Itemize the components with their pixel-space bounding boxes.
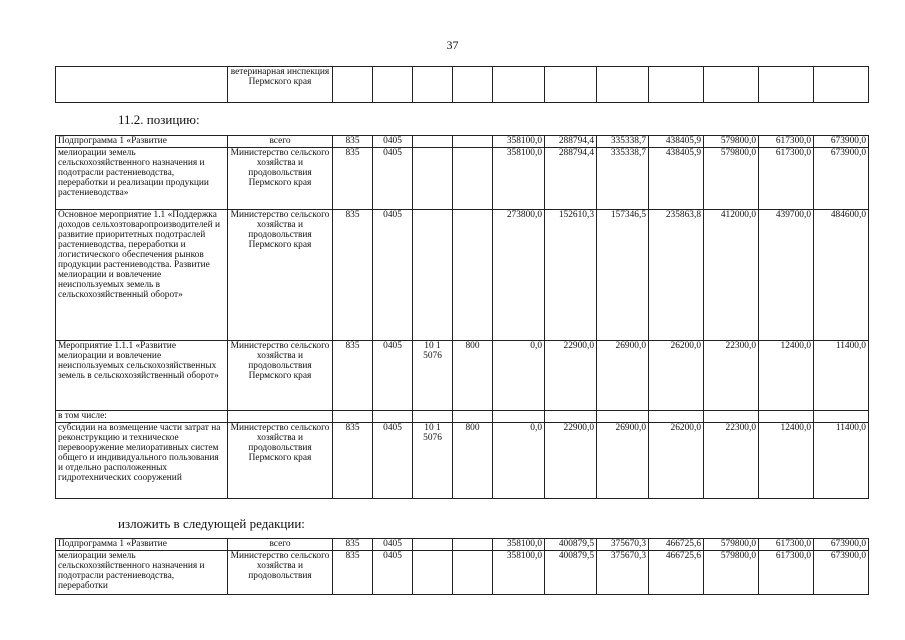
table-row bbox=[56, 411, 869, 423]
cell-rzpr: 0405 bbox=[373, 341, 413, 411]
cell-rzpr: 0405 bbox=[373, 210, 413, 341]
cell-empty bbox=[333, 67, 373, 103]
cell-value: 358100,0 bbox=[493, 148, 545, 210]
cell-empty bbox=[453, 67, 493, 103]
cell-value: 673900,0 bbox=[814, 539, 869, 551]
cell-grbs: 835 bbox=[333, 136, 373, 148]
cell-empty bbox=[373, 67, 413, 103]
cell-name: в том числе: bbox=[56, 411, 228, 423]
cell-value: 157346,5 bbox=[597, 210, 649, 341]
cell-vr bbox=[453, 148, 493, 210]
cell-value: 288794,4 bbox=[545, 136, 597, 148]
cell-rzpr: 0405 bbox=[373, 539, 413, 551]
table-row bbox=[56, 136, 869, 148]
cell-executor: Министерство сельского хозяйства и продовольствия bbox=[228, 551, 333, 595]
cell-executor: всего bbox=[228, 136, 333, 148]
cell-value: 26200,0 bbox=[649, 341, 704, 411]
cell-value: 617300,0 bbox=[759, 136, 814, 148]
cell-value bbox=[545, 411, 597, 423]
cell-name: Мероприятие 1.1.1 «Развитие мелиорации и вовлечение неиспользуемых сельскохозяйственных земель в сельскохозяйственный оборот» bbox=[56, 341, 228, 411]
cell-vr bbox=[453, 551, 493, 595]
table-row bbox=[56, 539, 869, 551]
cell-value: 412000,0 bbox=[704, 210, 759, 341]
cell-value: 438405,9 bbox=[649, 136, 704, 148]
top-table bbox=[55, 66, 869, 103]
cell-value: 438405,9 bbox=[649, 148, 704, 210]
cell-value: 22300,0 bbox=[704, 341, 759, 411]
cell-vr bbox=[453, 136, 493, 148]
cell-value: 579800,0 bbox=[704, 551, 759, 595]
cell-rzpr: 0405 bbox=[373, 551, 413, 595]
cell-value: 673900,0 bbox=[814, 551, 869, 595]
cell-value: 22900,0 bbox=[545, 341, 597, 411]
cell-grbs: 835 bbox=[333, 148, 373, 210]
cell-vr bbox=[453, 411, 493, 423]
cell-value: 0,0 bbox=[493, 423, 545, 499]
cell-value: 673900,0 bbox=[814, 148, 869, 210]
cell-value: 273800,0 bbox=[493, 210, 545, 341]
cell-value: 335338,7 bbox=[597, 148, 649, 210]
cell-empty bbox=[493, 67, 545, 103]
cell-executor: Министерство сельского хозяйства и продовольствия Пермского края bbox=[228, 210, 333, 341]
cell-value: 26900,0 bbox=[597, 423, 649, 499]
cell-value bbox=[649, 411, 704, 423]
cell-empty bbox=[413, 67, 453, 103]
cell-value: 375670,3 bbox=[597, 539, 649, 551]
cell-value: 26200,0 bbox=[649, 423, 704, 499]
cell-value: 12400,0 bbox=[759, 423, 814, 499]
main-table bbox=[55, 135, 869, 499]
cell-value: 26900,0 bbox=[597, 341, 649, 411]
cell-name: мелиорации земель сельскохозяйственного назначения и подотрасли растениеводства, переработки bbox=[56, 551, 228, 595]
cell-value: 617300,0 bbox=[759, 551, 814, 595]
cell-csr bbox=[413, 136, 453, 148]
cell-vr: 800 bbox=[453, 423, 493, 499]
table-row bbox=[56, 551, 869, 595]
cell-executor: ветеринарная инспекция Пермского края bbox=[228, 67, 333, 103]
cell-value: 22300,0 bbox=[704, 423, 759, 499]
cell-executor bbox=[228, 411, 333, 423]
cell-empty bbox=[597, 67, 649, 103]
cell-value: 400879,5 bbox=[545, 539, 597, 551]
cell-value: 358100,0 bbox=[493, 551, 545, 595]
cell-name: субсидии на возмещение части затрат на реконструкцию и техническое перевооружение мелиоративных систем общего и индивидуального пользования и отдельно расположенных гидротехнических сооружений bbox=[56, 423, 228, 499]
cell-vr: 800 bbox=[453, 341, 493, 411]
cell-csr bbox=[413, 411, 453, 423]
cell-value: 400879,5 bbox=[545, 551, 597, 595]
cell-value bbox=[704, 411, 759, 423]
cell-empty bbox=[649, 67, 704, 103]
cell-grbs: 835 bbox=[333, 551, 373, 595]
table-row bbox=[56, 423, 869, 499]
cell-vr bbox=[453, 539, 493, 551]
cell-value: 152610,3 bbox=[545, 210, 597, 341]
cell-grbs: 835 bbox=[333, 423, 373, 499]
table-row bbox=[56, 341, 869, 411]
cell-value: 375670,3 bbox=[597, 551, 649, 595]
cell-value: 617300,0 bbox=[759, 539, 814, 551]
cell-empty bbox=[814, 67, 869, 103]
cell-name: Подпрограмма 1 «Развитие bbox=[56, 539, 228, 551]
table-row bbox=[56, 210, 869, 341]
cell-grbs: 835 bbox=[333, 210, 373, 341]
cell-value: 673900,0 bbox=[814, 136, 869, 148]
cell-value: 358100,0 bbox=[493, 136, 545, 148]
page-number: 37 bbox=[446, 38, 459, 52]
table-row bbox=[56, 67, 869, 103]
cell-value: 22900,0 bbox=[545, 423, 597, 499]
cell-value bbox=[493, 411, 545, 423]
cell-value bbox=[597, 411, 649, 423]
cell-csr bbox=[413, 551, 453, 595]
cell-executor: Министерство сельского хозяйства и продовольствия Пермского края bbox=[228, 148, 333, 210]
cell-value: 439700,0 bbox=[759, 210, 814, 341]
cell-grbs: 835 bbox=[333, 539, 373, 551]
cell-rzpr: 0405 bbox=[373, 148, 413, 210]
cell-value bbox=[814, 411, 869, 423]
cell-value: 11400,0 bbox=[814, 341, 869, 411]
cell-value: 466725,6 bbox=[649, 539, 704, 551]
cell-name: Основное мероприятие 1.1 «Поддержка доходов сельхозтоваропроизводителей и развитие приоритетных подотраслей растениеводства, переработки и логистического обеспечения рынков продукции растениеводства. Развитие мелиорации и вовлечение неиспользуемых земель в сельскохозяйственный оборот» bbox=[56, 210, 228, 341]
cell-value: 11400,0 bbox=[814, 423, 869, 499]
cell-executor: Министерство сельского хозяйства и продовольствия Пермского края bbox=[228, 341, 333, 411]
cell-grbs bbox=[333, 411, 373, 423]
cell-value: 484600,0 bbox=[814, 210, 869, 341]
cell-csr bbox=[413, 539, 453, 551]
cell-name bbox=[56, 67, 228, 103]
cell-value: 579800,0 bbox=[704, 136, 759, 148]
cell-csr bbox=[413, 148, 453, 210]
cell-value: 579800,0 bbox=[704, 148, 759, 210]
cell-empty bbox=[545, 67, 597, 103]
cell-value: 12400,0 bbox=[759, 341, 814, 411]
cell-name: мелиорации земель сельскохозяйственного назначения и подотрасли растениеводства, переработки и реализации продукции растениеводства» bbox=[56, 148, 228, 210]
cell-executor: Министерство сельского хозяйства и продовольствия Пермского края bbox=[228, 423, 333, 499]
table-row bbox=[56, 148, 869, 210]
cell-value: 335338,7 bbox=[597, 136, 649, 148]
cell-value: 0,0 bbox=[493, 341, 545, 411]
cell-rzpr bbox=[373, 411, 413, 423]
section-heading: изложить в следующей редакции: bbox=[118, 516, 305, 531]
cell-empty bbox=[759, 67, 814, 103]
cell-rzpr: 0405 bbox=[373, 136, 413, 148]
cell-value: 617300,0 bbox=[759, 148, 814, 210]
cell-grbs: 835 bbox=[333, 341, 373, 411]
cell-empty bbox=[704, 67, 759, 103]
cell-executor: всего bbox=[228, 539, 333, 551]
cell-value: 358100,0 bbox=[493, 539, 545, 551]
section-heading: 11.2. позицию: bbox=[118, 112, 200, 127]
cell-csr bbox=[413, 210, 453, 341]
cell-value: 466725,6 bbox=[649, 551, 704, 595]
cell-value: 235863,8 bbox=[649, 210, 704, 341]
cell-rzpr: 0405 bbox=[373, 423, 413, 499]
cell-csr: 10 1 5076 bbox=[413, 341, 453, 411]
cell-value bbox=[759, 411, 814, 423]
cell-value: 579800,0 bbox=[704, 539, 759, 551]
cell-value: 288794,4 bbox=[545, 148, 597, 210]
cell-csr: 10 1 5076 bbox=[413, 423, 453, 499]
cell-name: Подпрограмма 1 «Развитие bbox=[56, 136, 228, 148]
cell-vr bbox=[453, 210, 493, 341]
new-table bbox=[55, 538, 869, 595]
